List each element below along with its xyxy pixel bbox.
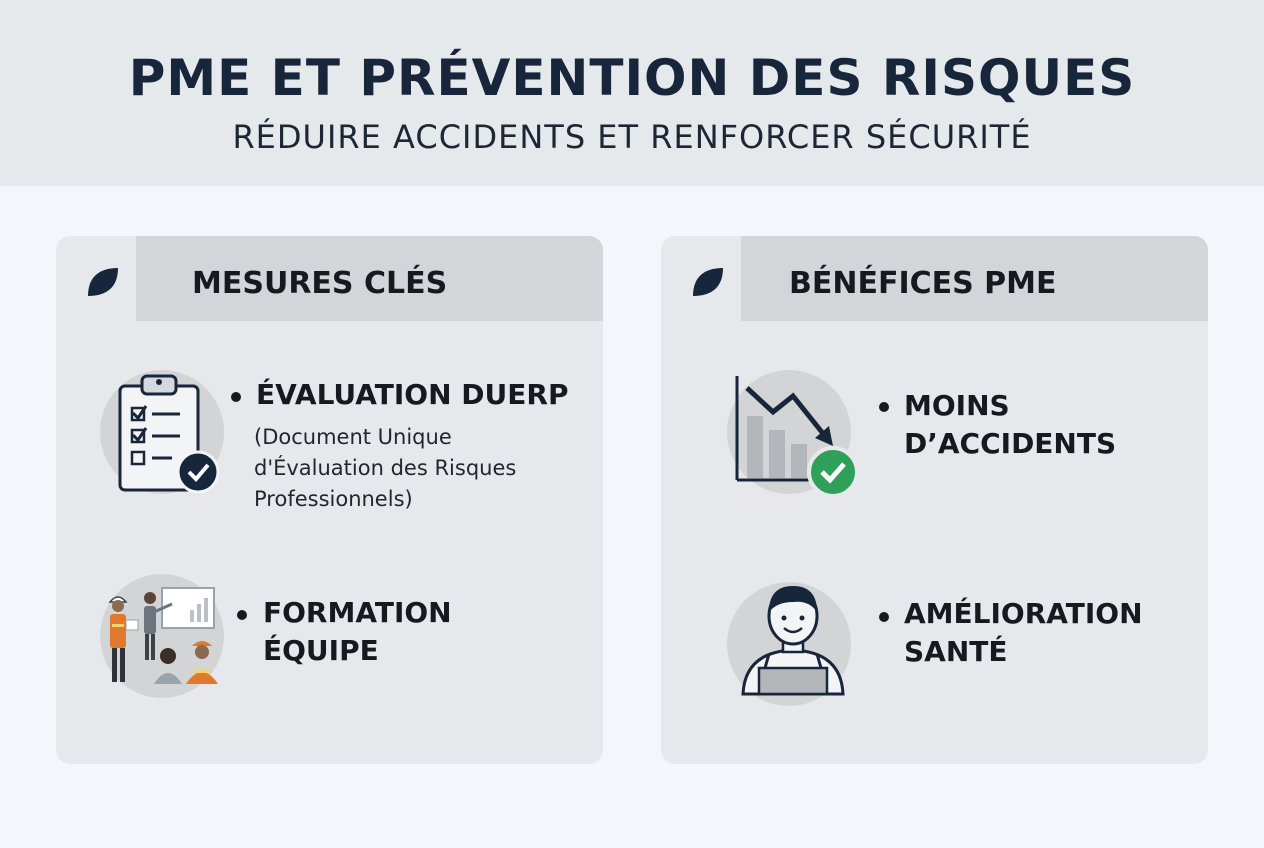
bullet-dot [879,612,889,622]
item-title-formation-equipe: FORMATION ÉQUIPE [263,596,452,667]
bullet-dot [231,392,241,402]
leaf-icon [689,264,727,300]
panel-benefices-pme [661,236,1208,764]
bullet-dot [237,610,247,620]
page-title: PME ET PRÉVENTION DES RISQUES [128,49,1136,107]
healthy-worker-icon [739,580,847,696]
item-title-amelioration-sante: AMÉLIORATION SANTÉ [904,597,1143,668]
item-description-duerp: (Document Unique d'Évaluation des Risques Professionnels) [254,425,517,511]
item-title-evaluation-duerp: ÉVALUATION DUERP [256,378,569,411]
clipboard-checklist-icon [114,372,224,496]
item-title-moins-accidents: MOINS D’ACCIDENTS [904,389,1117,460]
leaf-icon [84,264,122,300]
panel-title: MESURES CLÉS [192,266,448,301]
team-training-icon [104,584,228,700]
panel-title: BÉNÉFICES PME [789,266,1057,301]
page-subtitle: RÉDUIRE ACCIDENTS ET RENFORCER SÉCURITÉ [232,118,1032,156]
panel-mesures-cles [56,236,603,764]
bullet-dot [879,402,889,412]
declining-chart-check-icon [729,372,865,502]
